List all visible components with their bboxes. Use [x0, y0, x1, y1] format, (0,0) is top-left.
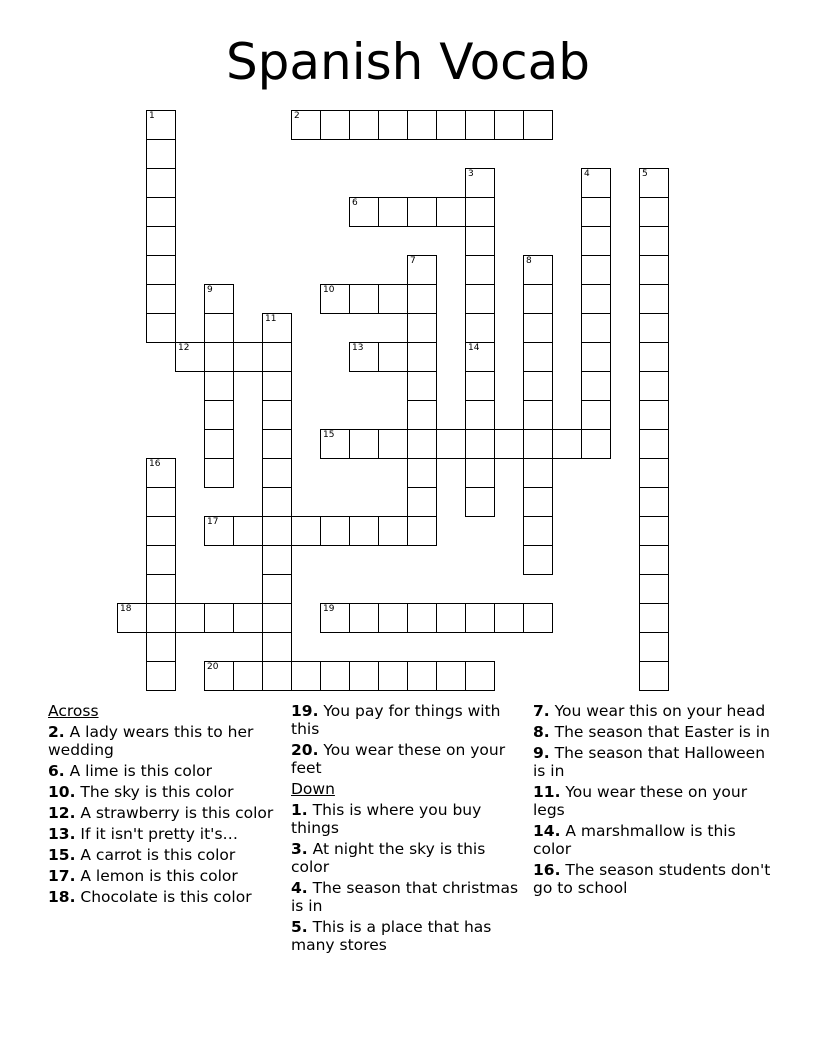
- crossword-cell[interactable]: [262, 632, 292, 662]
- crossword-cell[interactable]: [175, 342, 205, 372]
- clue-num: 8.: [533, 723, 550, 741]
- crossword-cell[interactable]: [465, 458, 495, 488]
- crossword-cell[interactable]: [204, 371, 234, 401]
- clue-item: [291, 879, 526, 915]
- crossword-cell[interactable]: [523, 342, 553, 372]
- crossword-cell[interactable]: [407, 400, 437, 430]
- crossword-cell[interactable]: [262, 545, 292, 575]
- crossword-cell[interactable]: [407, 110, 437, 140]
- crossword-cell[interactable]: [378, 429, 408, 459]
- clue-num: 15.: [48, 846, 76, 864]
- crossword-cell[interactable]: [320, 110, 350, 140]
- crossword-cell[interactable]: [581, 342, 611, 372]
- crossword-cell[interactable]: [639, 371, 669, 401]
- crossword-cell[interactable]: [146, 516, 176, 546]
- crossword-cell[interactable]: [233, 342, 263, 372]
- clue-num: 18.: [48, 888, 76, 906]
- crossword-cell[interactable]: [204, 516, 234, 546]
- crossword-cell[interactable]: [146, 313, 176, 343]
- crossword-cell[interactable]: [262, 516, 292, 546]
- clue-number: 12: [178, 343, 190, 353]
- clue-number: 1: [149, 111, 155, 121]
- crossword-cell[interactable]: [581, 284, 611, 314]
- crossword-cell[interactable]: [407, 342, 437, 372]
- clue-num: 19.: [291, 702, 319, 720]
- crossword-cell[interactable]: [581, 429, 611, 459]
- clue-text: Chocolate is this color: [75, 888, 252, 906]
- clue-text: A lime is this color: [64, 762, 213, 780]
- clue-number: 9: [207, 285, 213, 295]
- crossword-cell[interactable]: [465, 400, 495, 430]
- crossword-cell[interactable]: [262, 313, 292, 343]
- crossword-cell[interactable]: [581, 168, 611, 198]
- crossword-cell[interactable]: [639, 197, 669, 227]
- clue-item: [48, 804, 278, 822]
- crossword-cell[interactable]: [465, 168, 495, 198]
- crossword-cell[interactable]: [639, 545, 669, 575]
- clue-text: A lady wears this to her wedding: [48, 723, 254, 759]
- crossword-cell[interactable]: [262, 371, 292, 401]
- crossword-cell[interactable]: [639, 632, 669, 662]
- clue-item: [291, 918, 526, 954]
- clue-item: [533, 861, 773, 897]
- crossword-cell[interactable]: [378, 516, 408, 546]
- clue-number: 13: [352, 343, 364, 353]
- crossword-cell[interactable]: [581, 255, 611, 285]
- clue-num: 4.: [291, 879, 308, 897]
- clue-item: [533, 702, 773, 720]
- crossword-cell[interactable]: [581, 226, 611, 256]
- crossword-cell[interactable]: [349, 661, 379, 691]
- crossword-cell[interactable]: [146, 661, 176, 691]
- crossword-cell[interactable]: [146, 284, 176, 314]
- clue-item: [533, 744, 773, 780]
- crossword-cell[interactable]: [639, 458, 669, 488]
- crossword-cell[interactable]: [523, 313, 553, 343]
- crossword-cell[interactable]: [465, 429, 495, 459]
- clue-item: [291, 741, 526, 777]
- crossword-cell[interactable]: [407, 603, 437, 633]
- crossword-cell[interactable]: [146, 168, 176, 198]
- crossword-cell[interactable]: [552, 429, 582, 459]
- crossword-cell[interactable]: [291, 516, 321, 546]
- clue-text: The season that christmas is in: [291, 879, 519, 915]
- crossword-cell[interactable]: [436, 661, 466, 691]
- clue-item: [48, 888, 278, 906]
- clue-number: 19: [323, 604, 335, 614]
- clue-item: [48, 723, 278, 759]
- clue-text: The sky is this color: [75, 783, 234, 801]
- crossword-cell[interactable]: [436, 197, 466, 227]
- clues-column-3: [533, 702, 773, 900]
- crossword-cell[interactable]: [204, 429, 234, 459]
- clue-number: 7: [410, 256, 416, 266]
- crossword-cell[interactable]: [639, 487, 669, 517]
- crossword-cell[interactable]: [146, 632, 176, 662]
- crossword-cell[interactable]: [523, 603, 553, 633]
- clues-column-1: [48, 702, 278, 909]
- clue-text: You pay for things with this: [291, 702, 501, 738]
- crossword-cell[interactable]: [407, 516, 437, 546]
- crossword-cell[interactable]: [523, 429, 553, 459]
- crossword-cell[interactable]: [291, 661, 321, 691]
- crossword-cell[interactable]: [146, 110, 176, 140]
- crossword-cell[interactable]: [204, 603, 234, 633]
- crossword-cell[interactable]: [465, 371, 495, 401]
- crossword-cell[interactable]: [436, 429, 466, 459]
- clue-number: 15: [323, 430, 335, 440]
- clue-text: If it isn't pretty it's…: [75, 825, 239, 843]
- clue-text: The season that Halloween is in: [533, 744, 766, 780]
- across-header: Across: [48, 702, 99, 720]
- crossword-cell[interactable]: [378, 284, 408, 314]
- crossword-cell[interactable]: [378, 342, 408, 372]
- crossword-cell[interactable]: [494, 429, 524, 459]
- clue-text: This is where you buy things: [291, 801, 482, 837]
- crossword-cell[interactable]: [117, 603, 147, 633]
- crossword-cell[interactable]: [407, 458, 437, 488]
- crossword-cell[interactable]: [378, 661, 408, 691]
- crossword-cell[interactable]: [407, 255, 437, 285]
- clue-item: [533, 783, 773, 819]
- clue-number: 18: [120, 604, 132, 614]
- crossword-cell[interactable]: [436, 110, 466, 140]
- crossword-cell[interactable]: [407, 661, 437, 691]
- clues-column-2: [291, 702, 526, 957]
- crossword-cell[interactable]: [378, 197, 408, 227]
- crossword-cell[interactable]: [465, 661, 495, 691]
- clue-number: 5: [642, 169, 648, 179]
- crossword-cell[interactable]: [320, 284, 350, 314]
- crossword-cell[interactable]: [494, 110, 524, 140]
- clue-item: [48, 825, 278, 843]
- clue-item: [48, 867, 278, 885]
- crossword-cell[interactable]: [494, 603, 524, 633]
- crossword-cell[interactable]: [639, 342, 669, 372]
- clue-item: [48, 762, 278, 780]
- crossword-cell[interactable]: [233, 603, 263, 633]
- crossword-cell[interactable]: [523, 255, 553, 285]
- crossword-cell[interactable]: [378, 603, 408, 633]
- crossword-cell[interactable]: [146, 545, 176, 575]
- crossword-cell[interactable]: [639, 313, 669, 343]
- crossword-cell[interactable]: [465, 342, 495, 372]
- clue-num: 16.: [533, 861, 561, 879]
- crossword-cell[interactable]: [262, 342, 292, 372]
- crossword-cell[interactable]: [407, 371, 437, 401]
- clue-item: [48, 783, 278, 801]
- clue-num: 13.: [48, 825, 76, 843]
- clue-number: 17: [207, 517, 219, 527]
- crossword-cell[interactable]: [262, 487, 292, 517]
- clue-number: 20: [207, 662, 219, 672]
- crossword-cell[interactable]: [581, 313, 611, 343]
- crossword-cell[interactable]: [291, 110, 321, 140]
- crossword-cell[interactable]: [581, 197, 611, 227]
- crossword-cell[interactable]: [465, 110, 495, 140]
- crossword-cell[interactable]: [146, 197, 176, 227]
- crossword-cell[interactable]: [146, 139, 176, 169]
- down-header: Down: [291, 780, 335, 798]
- clue-text: A marshmallow is this color: [533, 822, 736, 858]
- crossword-cell[interactable]: [581, 371, 611, 401]
- crossword-cell[interactable]: [349, 197, 379, 227]
- clue-num: 11.: [533, 783, 561, 801]
- crossword-cell[interactable]: [320, 429, 350, 459]
- crossword-cell[interactable]: [262, 400, 292, 430]
- crossword-cell[interactable]: [639, 516, 669, 546]
- crossword-cell[interactable]: [262, 429, 292, 459]
- crossword-cell[interactable]: [262, 458, 292, 488]
- crossword-cell[interactable]: [407, 284, 437, 314]
- crossword-cell[interactable]: [465, 487, 495, 517]
- crossword-cell[interactable]: [581, 400, 611, 430]
- clue-number: 11: [265, 314, 277, 324]
- clue-num: 6.: [48, 762, 65, 780]
- crossword-cell[interactable]: [204, 313, 234, 343]
- crossword-cell[interactable]: [233, 516, 263, 546]
- crossword-cell[interactable]: [465, 255, 495, 285]
- crossword-cell[interactable]: [146, 603, 176, 633]
- crossword-cell[interactable]: [639, 574, 669, 604]
- crossword-cell[interactable]: [465, 284, 495, 314]
- clue-num: 20.: [291, 741, 319, 759]
- crossword-cell[interactable]: [262, 603, 292, 633]
- clue-item: [291, 801, 526, 837]
- clue-text: A lemon is this color: [75, 867, 238, 885]
- crossword-cell[interactable]: [407, 313, 437, 343]
- clue-text: The season that Easter is in: [549, 723, 770, 741]
- crossword-cell[interactable]: [639, 255, 669, 285]
- crossword-cell[interactable]: [465, 197, 495, 227]
- crossword-cell[interactable]: [204, 342, 234, 372]
- crossword-cell[interactable]: [146, 458, 176, 488]
- clue-number: 6: [352, 198, 358, 208]
- crossword-cell[interactable]: [204, 400, 234, 430]
- clue-num: 17.: [48, 867, 76, 885]
- crossword-cell[interactable]: [204, 284, 234, 314]
- crossword-cell[interactable]: [523, 400, 553, 430]
- crossword-cell[interactable]: [349, 284, 379, 314]
- crossword-cell[interactable]: [349, 110, 379, 140]
- clue-number: 3: [468, 169, 474, 179]
- clue-num: 14.: [533, 822, 561, 840]
- clue-item: [291, 840, 526, 876]
- crossword-cell[interactable]: [146, 255, 176, 285]
- crossword-cell[interactable]: [523, 284, 553, 314]
- crossword-cell[interactable]: [407, 197, 437, 227]
- clue-text: This is a place that has many stores: [291, 918, 492, 954]
- crossword-cell[interactable]: [407, 429, 437, 459]
- crossword-cell[interactable]: [349, 429, 379, 459]
- clue-text: The season students don't go to school: [533, 861, 771, 897]
- crossword-cell[interactable]: [639, 603, 669, 633]
- crossword-cell[interactable]: [523, 545, 553, 575]
- crossword-cell[interactable]: [639, 661, 669, 691]
- crossword-cell[interactable]: [639, 429, 669, 459]
- crossword-cell[interactable]: [639, 284, 669, 314]
- puzzle-title: Spanish Vocab: [225, 33, 591, 91]
- crossword-cell[interactable]: [407, 487, 437, 517]
- crossword-cell[interactable]: [204, 458, 234, 488]
- crossword-cell[interactable]: [349, 342, 379, 372]
- clue-number: 14: [468, 343, 480, 353]
- clue-number: 16: [149, 459, 161, 469]
- clue-num: 2.: [48, 723, 65, 741]
- crossword-cell[interactable]: [639, 226, 669, 256]
- clue-text: You wear these on your legs: [533, 783, 748, 819]
- crossword-cell[interactable]: [465, 313, 495, 343]
- clue-number: 10: [323, 285, 335, 295]
- clue-num: 9.: [533, 744, 550, 762]
- clue-num: 3.: [291, 840, 308, 858]
- crossword-cell[interactable]: [436, 603, 466, 633]
- clue-text: You wear this on your head: [549, 702, 766, 720]
- clue-num: 7.: [533, 702, 550, 720]
- clue-text: A strawberry is this color: [75, 804, 274, 822]
- crossword-cell[interactable]: [233, 661, 263, 691]
- clue-item: [533, 723, 773, 741]
- crossword-cell[interactable]: [523, 516, 553, 546]
- clue-item: [533, 822, 773, 858]
- clue-text: At night the sky is this color: [291, 840, 486, 876]
- crossword-cell[interactable]: [465, 226, 495, 256]
- crossword-cell[interactable]: [320, 603, 350, 633]
- clue-num: 5.: [291, 918, 308, 936]
- crossword-cell[interactable]: [146, 574, 176, 604]
- clue-num: 12.: [48, 804, 76, 822]
- clue-num: 10.: [48, 783, 76, 801]
- crossword-cell[interactable]: [320, 661, 350, 691]
- crossword-cell[interactable]: [349, 516, 379, 546]
- crossword-cell[interactable]: [523, 371, 553, 401]
- crossword-cell[interactable]: [523, 458, 553, 488]
- crossword-cell[interactable]: [146, 487, 176, 517]
- crossword-cell[interactable]: [204, 661, 234, 691]
- clue-item: [48, 846, 278, 864]
- clue-item: [291, 702, 526, 738]
- crossword-cell[interactable]: [262, 574, 292, 604]
- crossword-cell[interactable]: [262, 661, 292, 691]
- crossword-cell[interactable]: [320, 516, 350, 546]
- crossword-cell[interactable]: [639, 168, 669, 198]
- crossword-cell[interactable]: [175, 603, 205, 633]
- clue-num: 1.: [291, 801, 308, 819]
- clue-text: You wear these on your feet: [291, 741, 506, 777]
- clue-number: 2: [294, 111, 300, 121]
- crossword-cell[interactable]: [523, 110, 553, 140]
- crossword-cell[interactable]: [146, 226, 176, 256]
- crossword-cell[interactable]: [639, 400, 669, 430]
- crossword-cell[interactable]: [378, 110, 408, 140]
- clue-number: 8: [526, 256, 532, 266]
- crossword-cell[interactable]: [523, 487, 553, 517]
- crossword-cell[interactable]: [465, 603, 495, 633]
- clue-number: 4: [584, 169, 590, 179]
- clue-text: A carrot is this color: [75, 846, 236, 864]
- crossword-cell[interactable]: [349, 603, 379, 633]
